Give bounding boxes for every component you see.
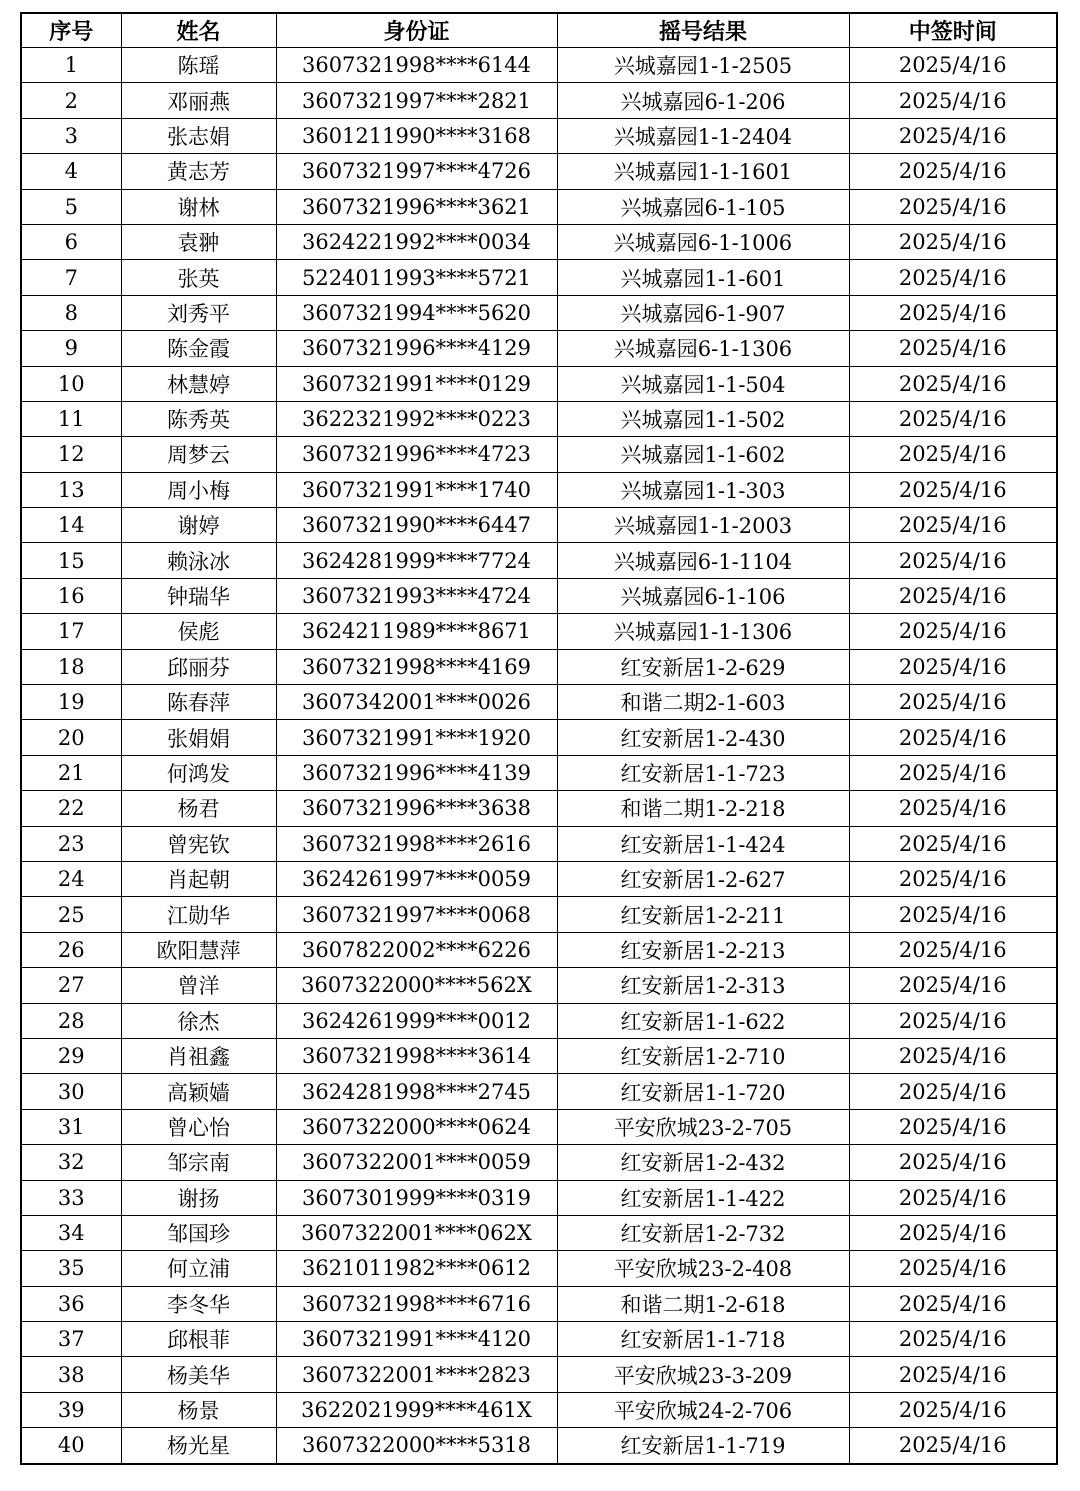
cell-id: 3607321998****6144 <box>276 48 557 83</box>
cell-seq: 21 <box>21 755 121 790</box>
table-row <box>21 932 1057 967</box>
cell-seq: 30 <box>21 1074 121 1109</box>
lottery-results-table <box>20 12 1058 1465</box>
table-row <box>21 472 1057 507</box>
table-row <box>21 1215 1057 1250</box>
cell-id: 3607321998****6716 <box>276 1286 557 1321</box>
cell-time: 2025/4/16 <box>849 1145 1057 1180</box>
cell-id: 3607321990****6447 <box>276 508 557 543</box>
cell-id: 3622021999****461X <box>276 1392 557 1427</box>
header-win-time: 中签时间 <box>849 13 1057 48</box>
cell-seq: 9 <box>21 331 121 366</box>
cell-name: 邓丽燕 <box>121 83 276 118</box>
cell-time: 2025/4/16 <box>849 968 1057 1003</box>
cell-id: 3624261999****0012 <box>276 1003 557 1038</box>
cell-name: 陈金霞 <box>121 331 276 366</box>
cell-time: 2025/4/16 <box>849 1251 1057 1286</box>
cell-name: 谢林 <box>121 189 276 224</box>
table-row <box>21 1038 1057 1073</box>
cell-id: 3607321997****0068 <box>276 897 557 932</box>
cell-time: 2025/4/16 <box>849 1322 1057 1357</box>
cell-id: 3607321994****5620 <box>276 295 557 330</box>
cell-id: 3607321991****4120 <box>276 1322 557 1357</box>
cell-id: 3621011982****0612 <box>276 1251 557 1286</box>
table-row <box>21 1357 1057 1392</box>
cell-seq: 39 <box>21 1392 121 1427</box>
cell-result: 兴城嘉园6-1-105 <box>557 189 849 224</box>
cell-time: 2025/4/16 <box>849 649 1057 684</box>
cell-result: 红安新居1-1-720 <box>557 1074 849 1109</box>
cell-id: 3607321996****3638 <box>276 791 557 826</box>
cell-result: 平安欣城23-2-705 <box>557 1109 849 1144</box>
cell-time: 2025/4/16 <box>849 508 1057 543</box>
cell-name: 杨君 <box>121 791 276 826</box>
table-row <box>21 1180 1057 1215</box>
cell-result: 红安新居1-1-622 <box>557 1003 849 1038</box>
cell-time: 2025/4/16 <box>849 1286 1057 1321</box>
cell-result: 红安新居1-1-723 <box>557 755 849 790</box>
cell-id: 3607321996****4129 <box>276 331 557 366</box>
table-row <box>21 118 1057 153</box>
cell-seq: 36 <box>21 1286 121 1321</box>
table-body <box>21 48 1057 1464</box>
header-name: 姓名 <box>121 13 276 48</box>
cell-result: 红安新居1-2-432 <box>557 1145 849 1180</box>
cell-name: 张英 <box>121 260 276 295</box>
table-row <box>21 295 1057 330</box>
cell-seq: 37 <box>21 1322 121 1357</box>
table-row <box>21 1251 1057 1286</box>
table-row <box>21 189 1057 224</box>
cell-time: 2025/4/16 <box>849 861 1057 896</box>
cell-seq: 22 <box>21 791 121 826</box>
cell-seq: 14 <box>21 508 121 543</box>
cell-seq: 11 <box>21 401 121 436</box>
cell-time: 2025/4/16 <box>849 1180 1057 1215</box>
cell-result: 红安新居1-2-629 <box>557 649 849 684</box>
cell-seq: 8 <box>21 295 121 330</box>
cell-name: 陈瑶 <box>121 48 276 83</box>
cell-seq: 35 <box>21 1251 121 1286</box>
cell-name: 邱根菲 <box>121 1322 276 1357</box>
table-row <box>21 260 1057 295</box>
cell-result: 兴城嘉园6-1-1104 <box>557 543 849 578</box>
cell-time: 2025/4/16 <box>849 437 1057 472</box>
cell-name: 刘秀平 <box>121 295 276 330</box>
cell-name: 曾心怡 <box>121 1109 276 1144</box>
cell-name: 欧阳慧萍 <box>121 932 276 967</box>
table-row <box>21 685 1057 720</box>
table-row <box>21 48 1057 83</box>
cell-time: 2025/4/16 <box>849 1215 1057 1250</box>
cell-time: 2025/4/16 <box>849 118 1057 153</box>
cell-name: 邱丽芬 <box>121 649 276 684</box>
cell-name: 陈春萍 <box>121 685 276 720</box>
cell-name: 何立浦 <box>121 1251 276 1286</box>
cell-seq: 6 <box>21 224 121 259</box>
table-row <box>21 366 1057 401</box>
cell-time: 2025/4/16 <box>849 932 1057 967</box>
cell-id: 3607321998****4169 <box>276 649 557 684</box>
cell-seq: 29 <box>21 1038 121 1073</box>
cell-result: 兴城嘉园1-1-1601 <box>557 154 849 189</box>
cell-id: 5224011993****5721 <box>276 260 557 295</box>
cell-name: 高颖嫱 <box>121 1074 276 1109</box>
cell-result: 兴城嘉园1-1-2505 <box>557 48 849 83</box>
cell-id: 3607822002****6226 <box>276 932 557 967</box>
table-row <box>21 968 1057 1003</box>
cell-result: 兴城嘉园6-1-106 <box>557 578 849 613</box>
cell-id: 3607322001****0059 <box>276 1145 557 1180</box>
cell-id: 3624211989****8671 <box>276 614 557 649</box>
cell-name: 邹宗南 <box>121 1145 276 1180</box>
cell-name: 杨光星 <box>121 1428 276 1464</box>
table-row <box>21 508 1057 543</box>
cell-seq: 25 <box>21 897 121 932</box>
cell-seq: 10 <box>21 366 121 401</box>
cell-name: 曾洋 <box>121 968 276 1003</box>
cell-name: 肖祖鑫 <box>121 1038 276 1073</box>
table-row <box>21 1322 1057 1357</box>
cell-id: 3607322001****2823 <box>276 1357 557 1392</box>
cell-name: 林慧婷 <box>121 366 276 401</box>
cell-result: 红安新居1-2-211 <box>557 897 849 932</box>
cell-seq: 13 <box>21 472 121 507</box>
cell-id: 3607321991****1920 <box>276 720 557 755</box>
cell-id: 3607301999****0319 <box>276 1180 557 1215</box>
cell-time: 2025/4/16 <box>849 720 1057 755</box>
table-row <box>21 401 1057 436</box>
cell-id: 3607322000****5318 <box>276 1428 557 1464</box>
table-row <box>21 1003 1057 1038</box>
cell-name: 张志娟 <box>121 118 276 153</box>
header-row <box>21 13 1057 48</box>
cell-time: 2025/4/16 <box>849 472 1057 507</box>
cell-seq: 31 <box>21 1109 121 1144</box>
cell-time: 2025/4/16 <box>849 1074 1057 1109</box>
cell-result: 红安新居1-2-732 <box>557 1215 849 1250</box>
table-row <box>21 1074 1057 1109</box>
cell-seq: 15 <box>21 543 121 578</box>
cell-id: 3607321997****2821 <box>276 83 557 118</box>
cell-time: 2025/4/16 <box>849 83 1057 118</box>
table-row <box>21 649 1057 684</box>
table-row <box>21 543 1057 578</box>
cell-seq: 18 <box>21 649 121 684</box>
table-row <box>21 83 1057 118</box>
cell-result: 兴城嘉园1-1-504 <box>557 366 849 401</box>
cell-result: 红安新居1-2-313 <box>557 968 849 1003</box>
cell-name: 张娟娟 <box>121 720 276 755</box>
cell-id: 3607322000****0624 <box>276 1109 557 1144</box>
cell-seq: 28 <box>21 1003 121 1038</box>
table-row <box>21 791 1057 826</box>
table-row <box>21 897 1057 932</box>
cell-name: 杨美华 <box>121 1357 276 1392</box>
cell-result: 兴城嘉园1-1-1306 <box>557 614 849 649</box>
cell-result: 红安新居1-1-719 <box>557 1428 849 1464</box>
cell-name: 曾宪钦 <box>121 826 276 861</box>
cell-result: 兴城嘉园1-1-2404 <box>557 118 849 153</box>
cell-name: 徐杰 <box>121 1003 276 1038</box>
cell-name: 邹国珍 <box>121 1215 276 1250</box>
cell-seq: 3 <box>21 118 121 153</box>
cell-result: 平安欣城23-2-408 <box>557 1251 849 1286</box>
cell-result: 红安新居1-1-718 <box>557 1322 849 1357</box>
cell-seq: 19 <box>21 685 121 720</box>
cell-time: 2025/4/16 <box>849 1003 1057 1038</box>
cell-seq: 5 <box>21 189 121 224</box>
cell-id: 3622321992****0223 <box>276 401 557 436</box>
cell-id: 3607321991****1740 <box>276 472 557 507</box>
table-row <box>21 1392 1057 1427</box>
cell-result: 和谐二期1-2-218 <box>557 791 849 826</box>
cell-time: 2025/4/16 <box>849 1392 1057 1427</box>
cell-result: 兴城嘉园6-1-907 <box>557 295 849 330</box>
header-lottery-result: 摇号结果 <box>557 13 849 48</box>
cell-result: 兴城嘉园1-1-502 <box>557 401 849 436</box>
cell-id: 3624261997****0059 <box>276 861 557 896</box>
cell-time: 2025/4/16 <box>849 331 1057 366</box>
table-row <box>21 720 1057 755</box>
cell-time: 2025/4/16 <box>849 578 1057 613</box>
cell-time: 2025/4/16 <box>849 826 1057 861</box>
cell-result: 红安新居1-2-710 <box>557 1038 849 1073</box>
cell-id: 3607321996****4723 <box>276 437 557 472</box>
cell-seq: 23 <box>21 826 121 861</box>
cell-time: 2025/4/16 <box>849 1428 1057 1464</box>
table-row <box>21 1428 1057 1464</box>
cell-id: 3624281999****7724 <box>276 543 557 578</box>
table-row <box>21 578 1057 613</box>
cell-time: 2025/4/16 <box>849 1357 1057 1392</box>
cell-seq: 38 <box>21 1357 121 1392</box>
table-row <box>21 154 1057 189</box>
cell-result: 红安新居1-2-213 <box>557 932 849 967</box>
cell-time: 2025/4/16 <box>849 48 1057 83</box>
cell-time: 2025/4/16 <box>849 366 1057 401</box>
cell-time: 2025/4/16 <box>849 685 1057 720</box>
cell-id: 3624221992****0034 <box>276 224 557 259</box>
cell-result: 和谐二期2-1-603 <box>557 685 849 720</box>
cell-seq: 40 <box>21 1428 121 1464</box>
cell-result: 红安新居1-2-430 <box>557 720 849 755</box>
cell-name: 侯彪 <box>121 614 276 649</box>
header-seq: 序号 <box>21 13 121 48</box>
cell-name: 周梦云 <box>121 437 276 472</box>
cell-time: 2025/4/16 <box>849 1109 1057 1144</box>
cell-seq: 12 <box>21 437 121 472</box>
cell-id: 3607321996****3621 <box>276 189 557 224</box>
cell-id: 3607342001****0026 <box>276 685 557 720</box>
cell-name: 杨景 <box>121 1392 276 1427</box>
cell-id: 3607321998****3614 <box>276 1038 557 1073</box>
cell-name: 江勋华 <box>121 897 276 932</box>
table-row <box>21 614 1057 649</box>
cell-result: 兴城嘉园1-1-602 <box>557 437 849 472</box>
cell-time: 2025/4/16 <box>849 401 1057 436</box>
cell-time: 2025/4/16 <box>849 897 1057 932</box>
cell-result: 平安欣城23-3-209 <box>557 1357 849 1392</box>
cell-id: 3624281998****2745 <box>276 1074 557 1109</box>
cell-result: 红安新居1-1-422 <box>557 1180 849 1215</box>
cell-result: 平安欣城24-2-706 <box>557 1392 849 1427</box>
cell-name: 周小梅 <box>121 472 276 507</box>
table-row <box>21 331 1057 366</box>
cell-seq: 2 <box>21 83 121 118</box>
cell-name: 钟瑞华 <box>121 578 276 613</box>
cell-time: 2025/4/16 <box>849 1038 1057 1073</box>
cell-result: 红安新居1-2-627 <box>557 861 849 896</box>
table-row <box>21 224 1057 259</box>
cell-result: 兴城嘉园6-1-1306 <box>557 331 849 366</box>
cell-name: 肖起朝 <box>121 861 276 896</box>
cell-time: 2025/4/16 <box>849 614 1057 649</box>
cell-seq: 27 <box>21 968 121 1003</box>
cell-seq: 26 <box>21 932 121 967</box>
cell-seq: 32 <box>21 1145 121 1180</box>
cell-result: 兴城嘉园6-1-206 <box>557 83 849 118</box>
cell-time: 2025/4/16 <box>849 189 1057 224</box>
cell-name: 李冬华 <box>121 1286 276 1321</box>
table-header <box>21 13 1057 48</box>
table-row <box>21 1145 1057 1180</box>
cell-name: 谢婷 <box>121 508 276 543</box>
cell-time: 2025/4/16 <box>849 543 1057 578</box>
cell-name: 袁翀 <box>121 224 276 259</box>
cell-time: 2025/4/16 <box>849 755 1057 790</box>
table-row <box>21 755 1057 790</box>
cell-seq: 16 <box>21 578 121 613</box>
cell-id: 3607322000****562X <box>276 968 557 1003</box>
cell-seq: 17 <box>21 614 121 649</box>
cell-seq: 24 <box>21 861 121 896</box>
cell-time: 2025/4/16 <box>849 791 1057 826</box>
cell-result: 兴城嘉园1-1-601 <box>557 260 849 295</box>
cell-id: 3607321998****2616 <box>276 826 557 861</box>
table-row <box>21 1286 1057 1321</box>
cell-id: 3607321993****4724 <box>276 578 557 613</box>
cell-time: 2025/4/16 <box>849 295 1057 330</box>
table-row <box>21 861 1057 896</box>
cell-id: 3607321997****4726 <box>276 154 557 189</box>
table-row <box>21 437 1057 472</box>
cell-time: 2025/4/16 <box>849 260 1057 295</box>
cell-time: 2025/4/16 <box>849 224 1057 259</box>
cell-seq: 4 <box>21 154 121 189</box>
header-id-card: 身份证 <box>276 13 557 48</box>
cell-seq: 1 <box>21 48 121 83</box>
table-row <box>21 1109 1057 1144</box>
cell-name: 赖泳冰 <box>121 543 276 578</box>
cell-name: 陈秀英 <box>121 401 276 436</box>
cell-seq: 7 <box>21 260 121 295</box>
cell-name: 何鸿发 <box>121 755 276 790</box>
cell-result: 兴城嘉园1-1-2003 <box>557 508 849 543</box>
cell-result: 兴城嘉园1-1-303 <box>557 472 849 507</box>
cell-id: 3607321991****0129 <box>276 366 557 401</box>
cell-time: 2025/4/16 <box>849 154 1057 189</box>
cell-seq: 33 <box>21 1180 121 1215</box>
cell-name: 谢扬 <box>121 1180 276 1215</box>
cell-id: 3601211990****3168 <box>276 118 557 153</box>
table-row <box>21 826 1057 861</box>
cell-seq: 20 <box>21 720 121 755</box>
cell-result: 红安新居1-1-424 <box>557 826 849 861</box>
cell-id: 3607321996****4139 <box>276 755 557 790</box>
cell-result: 兴城嘉园6-1-1006 <box>557 224 849 259</box>
cell-result: 和谐二期1-2-618 <box>557 1286 849 1321</box>
cell-seq: 34 <box>21 1215 121 1250</box>
cell-id: 3607322001****062X <box>276 1215 557 1250</box>
cell-name: 黄志芳 <box>121 154 276 189</box>
